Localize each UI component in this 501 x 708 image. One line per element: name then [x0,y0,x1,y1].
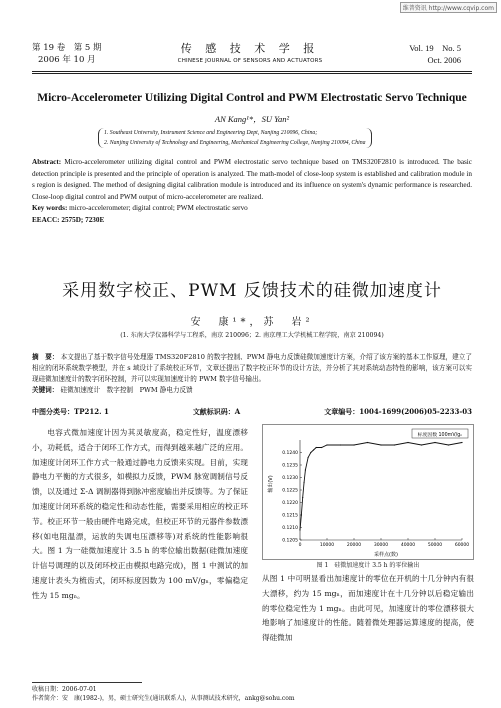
header-date-en: Oct. 2006 [427,55,461,65]
x-tick-label: 20000 [346,543,362,548]
y-tick-label: 0.1235 [282,463,298,469]
legend-label: 标度因数 100mV/gₙ [417,432,463,438]
header-rule-2 [32,73,472,74]
y-tick-label: 0.1205 [282,538,298,544]
watermark: 维普资讯 http://www.cqvip.com [400,2,497,13]
footnote-author: 作者简介：安 康(1982-)，男，硕士研究生(通讯联系人)，从事测试技术研究，ankg@sohu.com [32,695,295,702]
header-volume-en: Vol. 19 No. 5 [409,43,461,53]
classification-row [32,407,472,417]
header-left [32,42,102,66]
data-point [302,497,303,498]
data-point [321,447,322,448]
y-tick-label: 0.1225 [282,488,298,494]
keywords-en-label: Key words: [32,204,68,212]
abstract-en [32,157,472,203]
data-point [407,442,408,443]
x-tick-label: 0 [298,543,302,548]
data-point [308,457,309,458]
footnote-rule [32,682,142,683]
data-point [394,444,395,445]
header-rule [32,71,472,72]
affiliations-en [98,128,372,148]
figure-1-caption: 图 1 硅微加速度计 3.5 h 的零位输出 [316,562,420,569]
data-point [301,514,302,515]
x-tick-label: 10000 [319,543,335,548]
header-date-cn: 2006 年 10 月 [38,55,96,65]
y-tick-label: 0.1215 [282,513,298,519]
abstract-en-label: Abstract: [32,158,62,166]
class-number: 中图分类号：TP212. 1 [32,407,109,416]
header-journal [150,40,350,64]
header-volume-cn: 第 19 卷 第 5 期 [32,43,102,53]
keywords-cn [32,385,472,396]
figure-1-chart [262,424,474,560]
data-point [299,529,300,530]
data-point [340,444,341,445]
footnote-received: 收稿日期：2006-07-01 [32,686,97,693]
eeacc: EEACC: 2575D; 7230E [32,215,105,224]
keywords-en [32,203,472,215]
keywords-cn-text: 硅微加速度计 数字控制 PWM 静电力反馈 [60,386,193,394]
x-axis-label: 采样点(数) [374,552,398,558]
data-point [310,452,311,453]
figure-1 [262,424,474,560]
y-tick-label: 0.1210 [282,526,298,531]
abstract-cn [32,352,472,385]
abstract-en-text: Micro-accelerometer utilizing digital control and PWM electrostatic servo technique based on TMS320F2810 is introduced. The basic detection principle is presented and the principle of operation is analyzed. The math-model of close-loop system is established and calibration module in s region is designed. The method of designing digital calibration module is introduced and its influence on system's dynamic performance is researched. Close-loop digital control and PWM output of micro-accelerometer are realized. [32,158,472,201]
data-point [434,442,435,443]
affiliation-en-2: 2. Nanjing University of Technology and Engineering, Mechanical Engineering College, Nanjing 210094, China [104,140,366,146]
journal-name-cn: 传 感 技 术 学 报 [180,42,320,55]
footnotes [32,685,295,703]
title-cn: 采用数字校正、PWM 反馈技术的硅微加速度计 [62,281,442,301]
body-left-column: 电容式微加速度计因为其灵敏度高，稳定性好，温度漂移小，功耗低，适合于闭环工作方式，而得到越来越广泛的应用。加速度计闭环工作方式一般通过静电力反馈来实现。目前，实现静电力平衡的方式很多，如模拟力反馈，PWM 脉宽调制信号反馈，以及通过 Σ-Δ 调制器得到脉冲密度输出并反馈等。为了保证加速度计闭环系统的稳定性和动态性能，需要采用相应的校正环节。校正环节一般由硬件电路完成，但校正环节的元器件参数漂移(如电阻温漂，运放的失调电压漂移等)对系统的性能影响很大。图 1 为一硅微加速度计 3.5 h 的零位输出数据(硅微加速度计信号调理的以及闭环校正由模拟电路完成)，图 1 中测试的加速度计表头为梳齿式，闭环标度因数为 100 mV/gₙ，零偏稳定性为 15 mgₙ。 [32,428,248,600]
affiliation-cn: (1. 东南大学仪器科学与工程系，南京 210096；2. 南京理工大学机械工程学院，南京 210094) [120,332,384,339]
x-tick-label: 50000 [427,543,443,548]
authors-en: AN Kang¹*，SU Yan² [214,114,290,124]
abstract-cn-text: 本文提出了基于数字信号处理器 TMS320F2810 的数字控制、PWM 静电力反馈硅微加速度计方案，介绍了该方案的基本工作原理，建立了相应的闭环系统数学模型，并在 s 域设计了系统校正环节，文章还提出了数字校正环节的设计方法，并分析了其对系统动态特性的影响，该方案可以实现硅微加速度计的数字闭环控制，并可以实现加速度计的 PWM 数字信号输出。 [32,353,473,383]
data-point [353,444,354,445]
data-point [448,444,449,445]
data-point [326,444,327,445]
y-tick-label: 0.1230 [282,476,298,481]
abstract-cn-block [32,352,472,396]
document-code: 文献标识码：A [192,407,241,416]
x-tick-label: 40000 [400,543,416,548]
data-point [316,447,317,448]
authors-cn: 安 康¹*，苏 岩² [190,317,314,328]
data-point [367,442,368,443]
x-tick-label: 30000 [373,543,389,548]
keywords-en-text: micro-accelerometer; digital control; PWM electrostatic servo [69,204,248,212]
y-tick-label: 0.1240 [282,451,298,456]
x-tick-label: 60000 [454,543,470,548]
data-point [380,444,381,445]
journal-name-en: CHINESE JOURNAL OF SENSORS AND ACTUATORS [177,58,323,64]
data-point [461,442,462,443]
data-point [303,482,304,483]
data-point [421,444,422,445]
data-point [313,449,314,450]
abstract-en-block [32,157,472,226]
y-tick-label: 0.1220 [282,501,298,506]
data-point [305,469,306,470]
article-number: 文章编号：1004-1699(2006)05-2233-03 [324,407,472,416]
title-en: Micro-Accelerometer Utilizing Digital Control and PWM Electrostatic Servo Technique [37,92,467,104]
body-right-column: 从图 1 中可明显看出加速度计的零位在开机的十几分钟内有很大漂移，约为 15 mgₙ，而加速度计在十几分钟以后稳定输出的零位稳定性为 1 mgₙ。由此可见，加速度计的零位漂移很大地影响了加速度计的性能。随着微处理器运算速度的提高，使得硅微加 [262,574,474,643]
y-axis-label: 输出(V) [268,475,274,493]
affiliation-en-1: 1. Southeast University, Instrument Science and Engineering Dept, Nanjing 210096, China; [104,130,318,136]
abstract-cn-label: 摘 要： [32,353,59,361]
keywords-cn-label: 关键词： [32,386,59,394]
header-right [409,42,461,66]
